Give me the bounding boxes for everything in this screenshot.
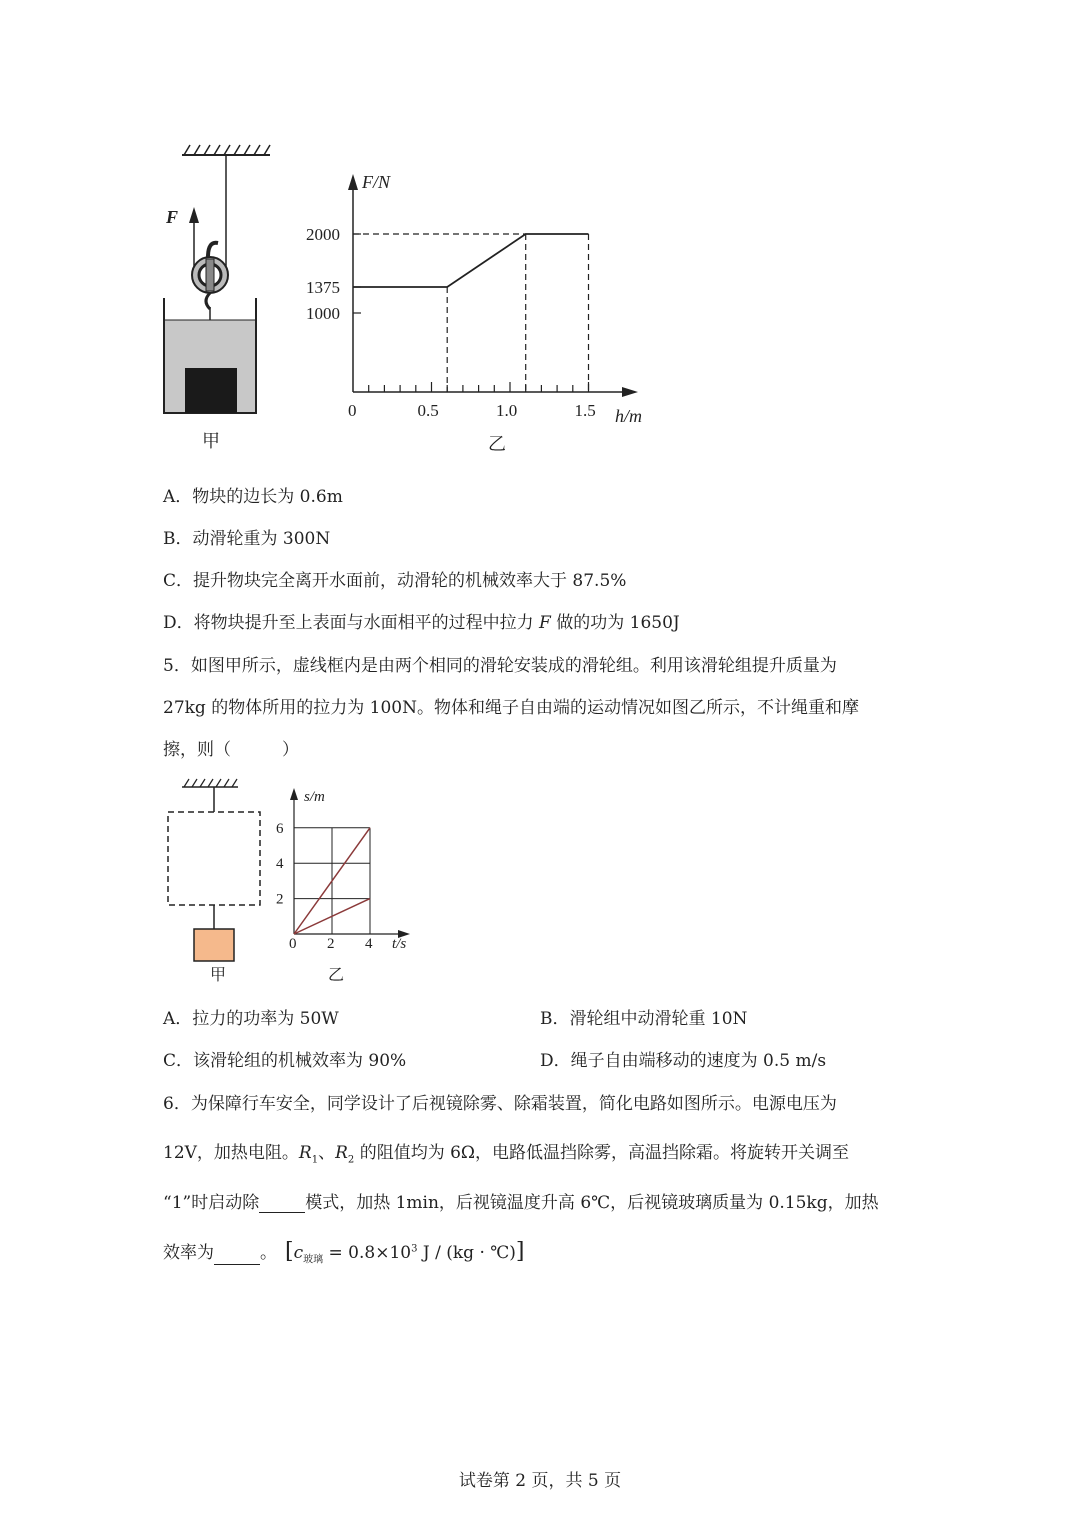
q6-line2-b: 的阻值均为 6Ω，电路低温挡除雾，高温挡除霜。将旋转开关调至 [354,1143,850,1163]
blank-efficiency[interactable] [214,1248,260,1265]
r2-subscript: 2 [347,1154,355,1166]
x-axis-label: h/m [615,406,642,426]
q5-option-d: D．绳子自由端移动的速度为 0.5 m/s [540,1051,827,1071]
x-tick-label: 1.0 [496,401,518,420]
x-tick-label: 0 [348,401,357,420]
y-tick-label: 1375 [306,278,340,297]
q5-x-tick-label: 4 [365,936,373,952]
x-tick-label: 1.5 [574,401,596,420]
q5-stem-line2: 27kg 的物体所用的拉力为 100N。物体和绳子自由端的运动情况如图乙所示，不计绳重和摩 [163,698,859,718]
figure-jia-pulley [150,135,290,460]
q4-option-d-var: F [539,613,551,633]
q5-yi-label: 乙 [328,967,345,984]
yi-label: 乙 [488,434,506,454]
jia-label: 甲 [202,431,220,451]
r2-symbol: R [335,1143,348,1163]
q5-y-tick-label: 4 [276,856,284,873]
q4-option-c: C．提升物块完全离开水面前，动滑轮的机械效率大于 87.5% [163,571,627,591]
q6-stem-line3 [163,1188,879,1213]
q5-jia-label: 甲 [210,967,227,984]
object-block [194,929,234,961]
q6-line2-a: 12V，加热电阻。 [163,1143,299,1163]
q6-stem-line1: 6．为保障行车安全，同学设计了后视镜除雾、除霜装置，简化电路如图所示。电源电压为 [163,1094,837,1114]
q6-line4-a: 效率为 [163,1243,214,1263]
series-line-force [353,234,589,287]
formula-unit: J / (kg · ℃) [417,1243,516,1263]
q5-y-tick-label: 6 [276,820,284,837]
q6-stem-line2 [163,1138,849,1165]
q4-option-b: B．动滑轮重为 300N [163,529,331,549]
figure-yi-force-height-chart [290,160,670,460]
q6-line4-b: 。 [260,1243,277,1263]
formula-c: c [293,1243,304,1263]
q6-line3-a: “1”时启动除 [163,1193,260,1213]
y-tick-label: 1000 [306,304,340,323]
q5-x-tick-label: 0 [289,936,297,952]
force-label: F [166,207,179,227]
q5-y-tick-label: 2 [276,891,284,908]
q5-x-tick-label: 2 [327,936,335,952]
q5-stem-line3: 擦，则（ ） [163,740,299,760]
pulley-box-dashed [168,812,260,905]
q5-figure-yi-chart [272,782,422,987]
q5-option-c: C．该滑轮组的机械效率为 90% [163,1051,407,1071]
q5-option-b: B．滑轮组中动滑轮重 10N [540,1009,748,1029]
r1-symbol: R [298,1143,312,1163]
r-separator: 、 [318,1143,336,1163]
y-axis-label: F/N [362,172,391,192]
formula-main: = 0.8×10 [323,1243,412,1263]
q6-line3-b: 模式，加热 1min，后视镜温度升高 6℃，后视镜玻璃质量为 0.15kg，加热 [305,1193,879,1213]
blank-mode[interactable] [259,1196,305,1213]
q5-option-a: A．拉力的功率为 50W [163,1009,339,1029]
q5-x-axis-label: t/s [392,936,407,952]
r1-subscript: 1 [311,1154,319,1166]
q4-option-d [163,608,680,633]
q4-option-a: A．物块的边长为 0.6m [163,487,343,507]
page-footer: 试卷第 2 页，共 5 页 [458,1471,622,1491]
q5-stem-line1: 5．如图甲所示，虚线框内是由两个相同的滑轮安装成的滑轮组。利用该滑轮组提升质量为 [163,656,837,676]
q6-stem-line4 [163,1238,525,1265]
x-tick-label: 0.5 [417,401,439,420]
formula-bracket-close: ] [515,1239,525,1264]
q5-y-axis-label: s/m [304,789,325,805]
q5-figure-jia [160,772,270,987]
formula-bracket-open: [ [285,1239,294,1264]
y-tick-label: 2000 [306,225,340,244]
formula-c-subscript: 玻璃 [303,1254,324,1266]
q4-option-d-post: 做的功为 1650J [550,613,680,633]
formula-exponent: 3 [411,1243,418,1255]
q4-option-d-pre: D．将物块提升至上表面与水面相平的过程中拉力 [163,613,540,633]
